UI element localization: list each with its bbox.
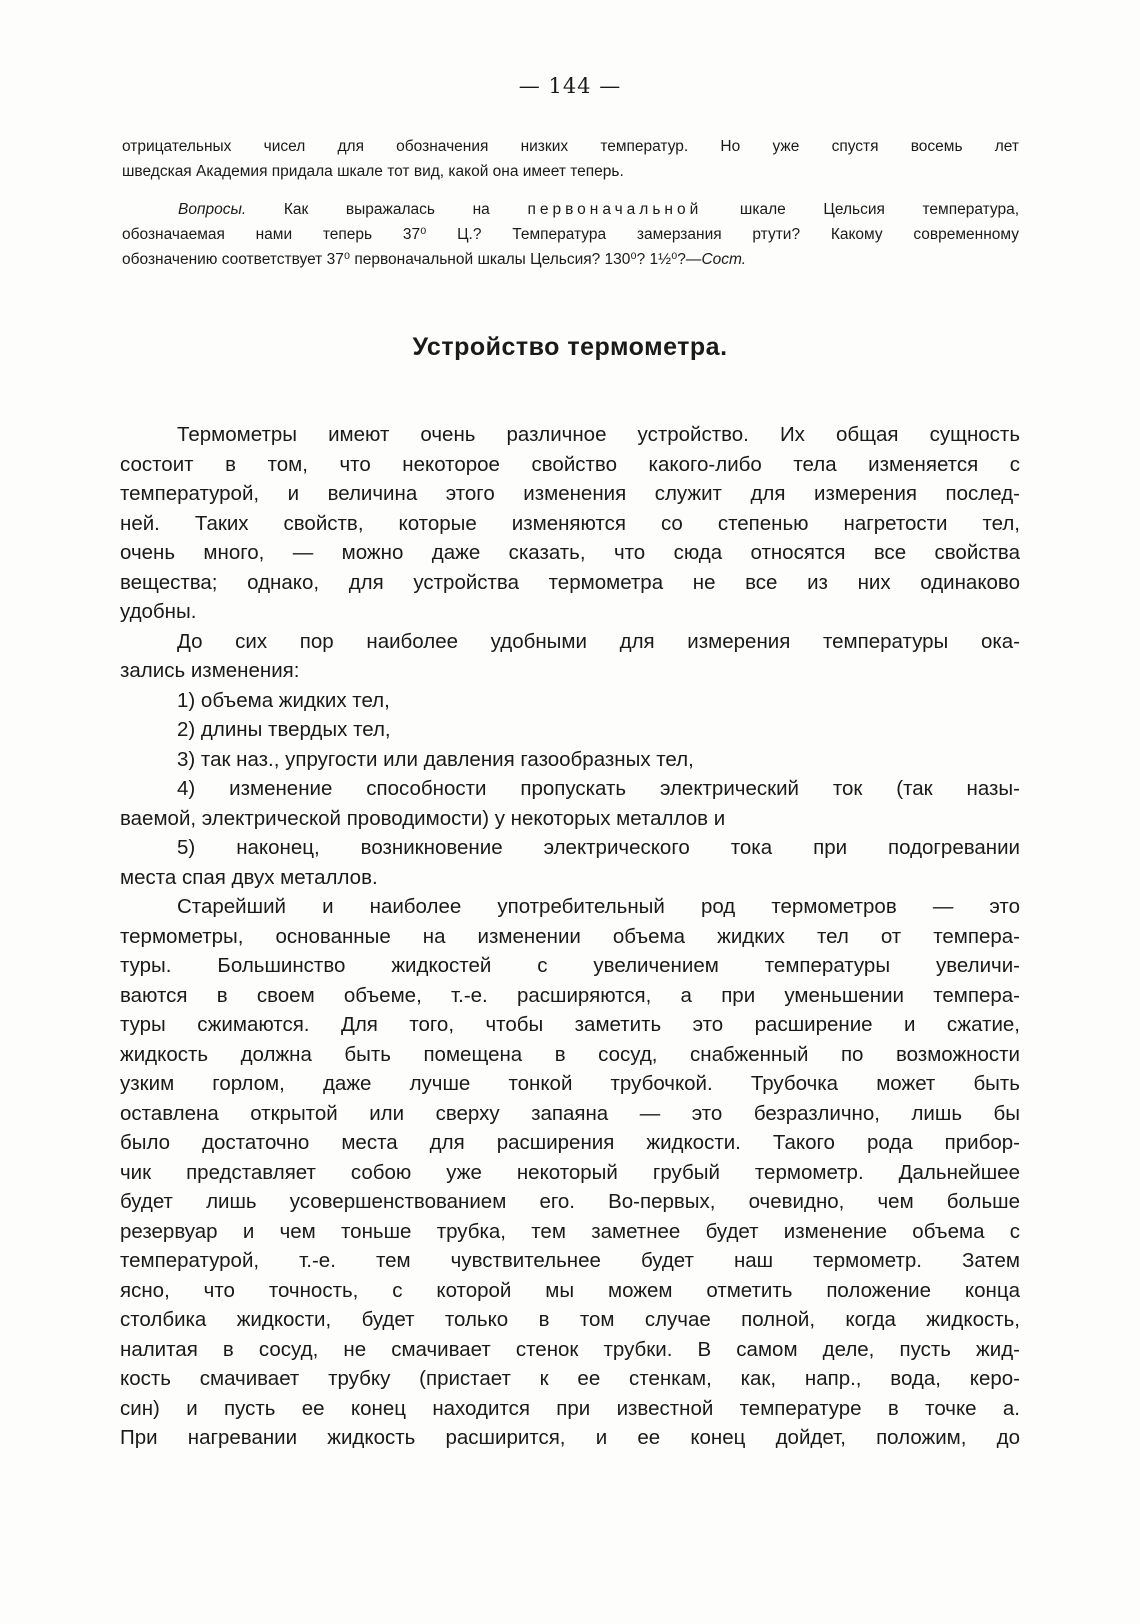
- body-line: узким горлом, даже лучше тонкой трубочкой. Трубочка может быть: [120, 1072, 1020, 1095]
- body-text: [120, 420, 1020, 1453]
- body-line: температурой, т.-е. тем чувствительнее будет наш термометр. Затем: [120, 1249, 1020, 1272]
- body-line: налитая в сосуд, не смачивает стенок трубки. В самом деле, пусть жид-: [120, 1337, 1020, 1361]
- body-line: состоит в том, что некоторое свойство какого-либо тела изменяется с: [120, 452, 1020, 476]
- body-line: кость смачивает трубку (пристает к ее стенкам, как, напр., вода, керо-: [120, 1367, 1020, 1390]
- body-line: удобны.: [120, 600, 197, 623]
- questions-label: Вопросы.: [178, 201, 247, 218]
- body-line: зались изменения:: [120, 659, 300, 682]
- questions-spaced-word: первоначальной: [527, 201, 703, 218]
- body-line: резервуар и чем тоньше трубка, тем заметнее будет изменение объема с: [120, 1219, 1020, 1243]
- body-line: очень много, — можно даже сказать, что сюда относятся все свойства: [120, 541, 1020, 564]
- body-line: оставлена открытой или сверху запаяна — это безразлично, лишь бы: [120, 1101, 1020, 1125]
- body-line: термометры, основанные на изменении объема жидких тел от темпера-: [120, 924, 1020, 948]
- body-line: До сих пор наиболее удобными для измерения температуры ока-: [177, 629, 1020, 653]
- body-line: туры. Большинство жидкостей с увеличением температуры увеличи-: [120, 954, 1020, 977]
- intro-paragraph: [122, 134, 1019, 184]
- body-line: вещества; однако, для устройства термометра не все из них одинаково: [120, 570, 1020, 594]
- questions-text: обозначению соответствует 37⁰ первоначальной шкалы Цельсия? 130⁰? 1½⁰?—: [122, 251, 702, 268]
- body-line: будет лишь усовершенствованием его. Во-первых, очевидно, чем больше: [120, 1190, 1020, 1213]
- page-number: — 144 —: [518, 74, 622, 98]
- questions-paragraph: [122, 197, 1019, 272]
- list-item: 1) объема жидких тел,: [177, 688, 390, 712]
- body-line: ней. Таких свойств, которые изменяются со степенью нагретости тел,: [120, 511, 1020, 535]
- body-line: было достаточно места для расширения жидкости. Такого рода прибор-: [120, 1131, 1020, 1154]
- body-line: туры сжимаются. Для того, чтобы заметить это расширение и сжатие,: [120, 1013, 1020, 1036]
- list-item: 5) наконец, возникновение электрического тока при подогревании: [177, 836, 1020, 859]
- list-item: места спая двух металлов.: [120, 865, 378, 889]
- body-line: При нагревании жидкость расширится, и ее конец дойдет, положим, до: [120, 1426, 1020, 1449]
- questions-text: Как выражалась на: [283, 201, 490, 218]
- body-line: син) и пусть ее конец находится при известной температуре в точке a.: [120, 1396, 1020, 1420]
- questions-text: шкале Цельсия температура,: [739, 201, 1020, 218]
- list-item: 2) длины твердых тел,: [177, 718, 391, 741]
- body-line: столбика жидкости, будет только в том случае полной, когда жидкость,: [120, 1308, 1020, 1331]
- list-item: 3) так наз., упругости или давления газообразных тел,: [177, 747, 694, 771]
- body-line: ясно, что точность, с которой мы можем отметить положение конца: [120, 1278, 1020, 1302]
- body-line: Термометры имеют очень различное устройство. Их общая сущность: [177, 423, 1020, 446]
- body-line: жидкость должна быть помещена в сосуд, снабженный по возможности: [120, 1042, 1020, 1066]
- body-line: чик представляет собою уже некоторый грубый термометр. Дальнейшее: [120, 1160, 1020, 1184]
- intro-line: отрицательных чисел для обозначения низких температур. Но уже спустя восемь лет: [122, 138, 1019, 155]
- questions-line: обозначаемая нами теперь 37⁰ Ц.? Температура замерзания ртути? Какому современному: [122, 226, 1019, 243]
- questions-line: [122, 247, 1019, 272]
- list-item: 4) изменение способности пропускать электрический ток (так назы-: [177, 777, 1020, 800]
- questions-author: Сост.: [701, 251, 747, 268]
- body-line: ваются в своем объеме, т.-е. расширяются, а при уменьшении темпера-: [120, 983, 1020, 1007]
- body-line: Старейший и наиболее употребительный род термометров — это: [177, 895, 1020, 918]
- intro-line: шведская Академия придала шкале тот вид, какой она имеет теперь.: [122, 163, 624, 180]
- section-title: Устройство термометра.: [412, 333, 728, 361]
- list-item: ваемой, электрической проводимости) у некоторых металлов и: [120, 806, 726, 830]
- questions-line: [122, 197, 1019, 222]
- body-line: температурой, и величина этого изменения служит для измерения послед-: [120, 482, 1020, 505]
